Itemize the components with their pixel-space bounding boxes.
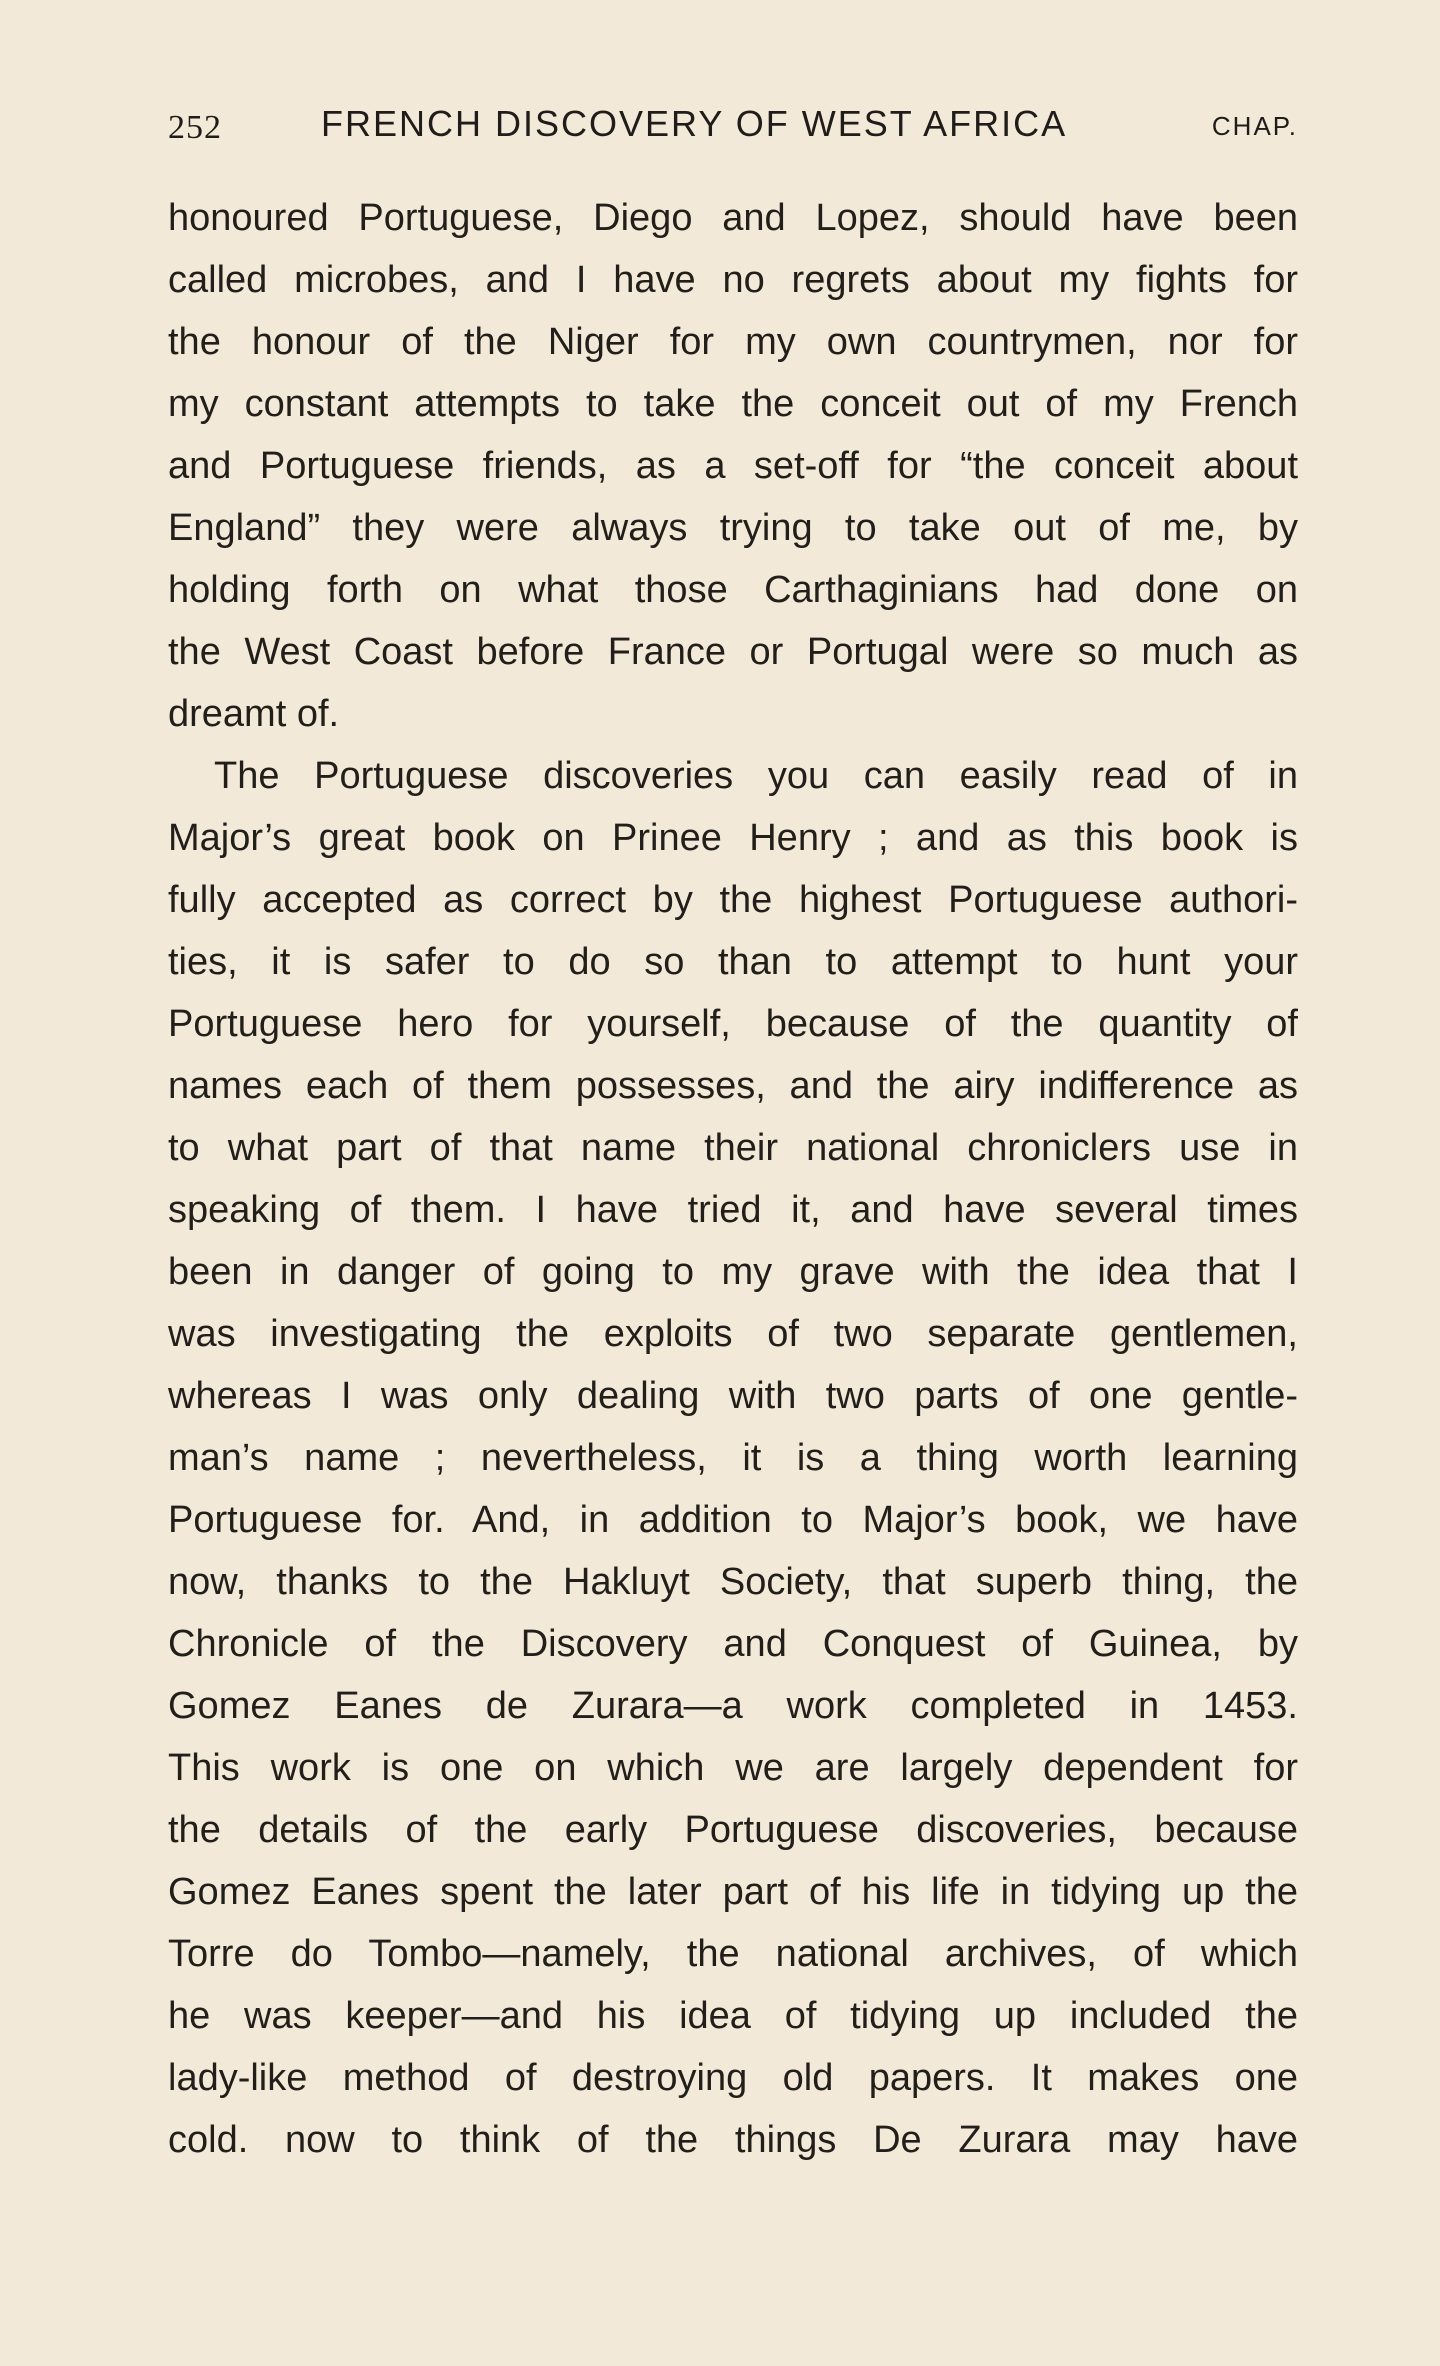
running-title: FRENCH DISCOVERY OF WEST AFRICA [321, 103, 1068, 144]
text-line: honoured Portuguese, Diego and Lopez, should have been [168, 197, 1298, 239]
text-line: now, thanks to the Hakluyt Society, that superb thing, the [168, 1561, 1298, 1603]
text-line: Portuguese for. And, in addition to Major’s book, we have [168, 1499, 1298, 1541]
text-line: to what part of that name their national chroniclers use in [168, 1127, 1298, 1169]
text-line: my constant attempts to take the conceit out of my French [168, 383, 1298, 425]
text-line: names each of them possesses, and the airy indifference as [168, 1065, 1298, 1107]
text-line: ties, it is safer to do so than to attempt to hunt your [168, 941, 1298, 983]
text-line: and Portuguese friends, as a set-off for “the conceit about [168, 445, 1298, 487]
chapter-label: CHAP. [1211, 111, 1298, 141]
text-line: lady-like method of destroying old papers. It makes one [168, 2057, 1298, 2099]
text-line: Major’s great book on Prinee Henry ; and as this book is [168, 817, 1298, 859]
text-line: the West Coast before France or Portugal were so much as [168, 631, 1298, 673]
text-line: Torre do Tombo—namely, the national archives, of which [168, 1933, 1298, 1975]
page-number: 252 [168, 109, 222, 146]
text-line: was investigating the exploits of two separate gentlemen, [168, 1313, 1298, 1355]
text-line: the details of the early Portuguese discoveries, because [168, 1809, 1298, 1851]
body-text [168, 187, 1298, 2171]
text-line: holding forth on what those Carthaginians had done on [168, 569, 1298, 611]
text-line: Portuguese hero for yourself, because of the quantity of [168, 1003, 1298, 1045]
text-line: the honour of the Niger for my own countrymen, nor for [168, 321, 1298, 363]
text-line: The Portuguese discoveries you can easily read of in [214, 755, 1298, 797]
text-line: man’s name ; nevertheless, it is a thing worth learning [168, 1437, 1298, 1479]
text-line: he was keeper—and his idea of tidying up included the [168, 1995, 1298, 2037]
text-line: been in danger of going to my grave with the idea that I [168, 1251, 1298, 1293]
text-line: This work is one on which we are largely dependent for [168, 1747, 1298, 1789]
text-line: England” they were always trying to take out of me, by [168, 507, 1298, 549]
running-head [168, 103, 1298, 153]
text-line: Gomez Eanes de Zurara—a work completed in 1453. [168, 1685, 1298, 1727]
text-line: whereas I was only dealing with two parts of one gentle- [168, 1375, 1298, 1417]
text-line: dreamt of. [168, 693, 340, 735]
text-line: Chronicle of the Discovery and Conquest of Guinea, by [168, 1623, 1298, 1665]
text-line: called microbes, and I have no regrets about my fights for [168, 259, 1298, 301]
text-line: cold. now to think of the things De Zurara may have [168, 2119, 1298, 2161]
text-line: Gomez Eanes spent the later part of his life in tidying up the [168, 1871, 1298, 1913]
text-line: fully accepted as correct by the highest Portuguese authori- [168, 879, 1298, 921]
text-line: speaking of them. I have tried it, and have several times [168, 1189, 1298, 1231]
